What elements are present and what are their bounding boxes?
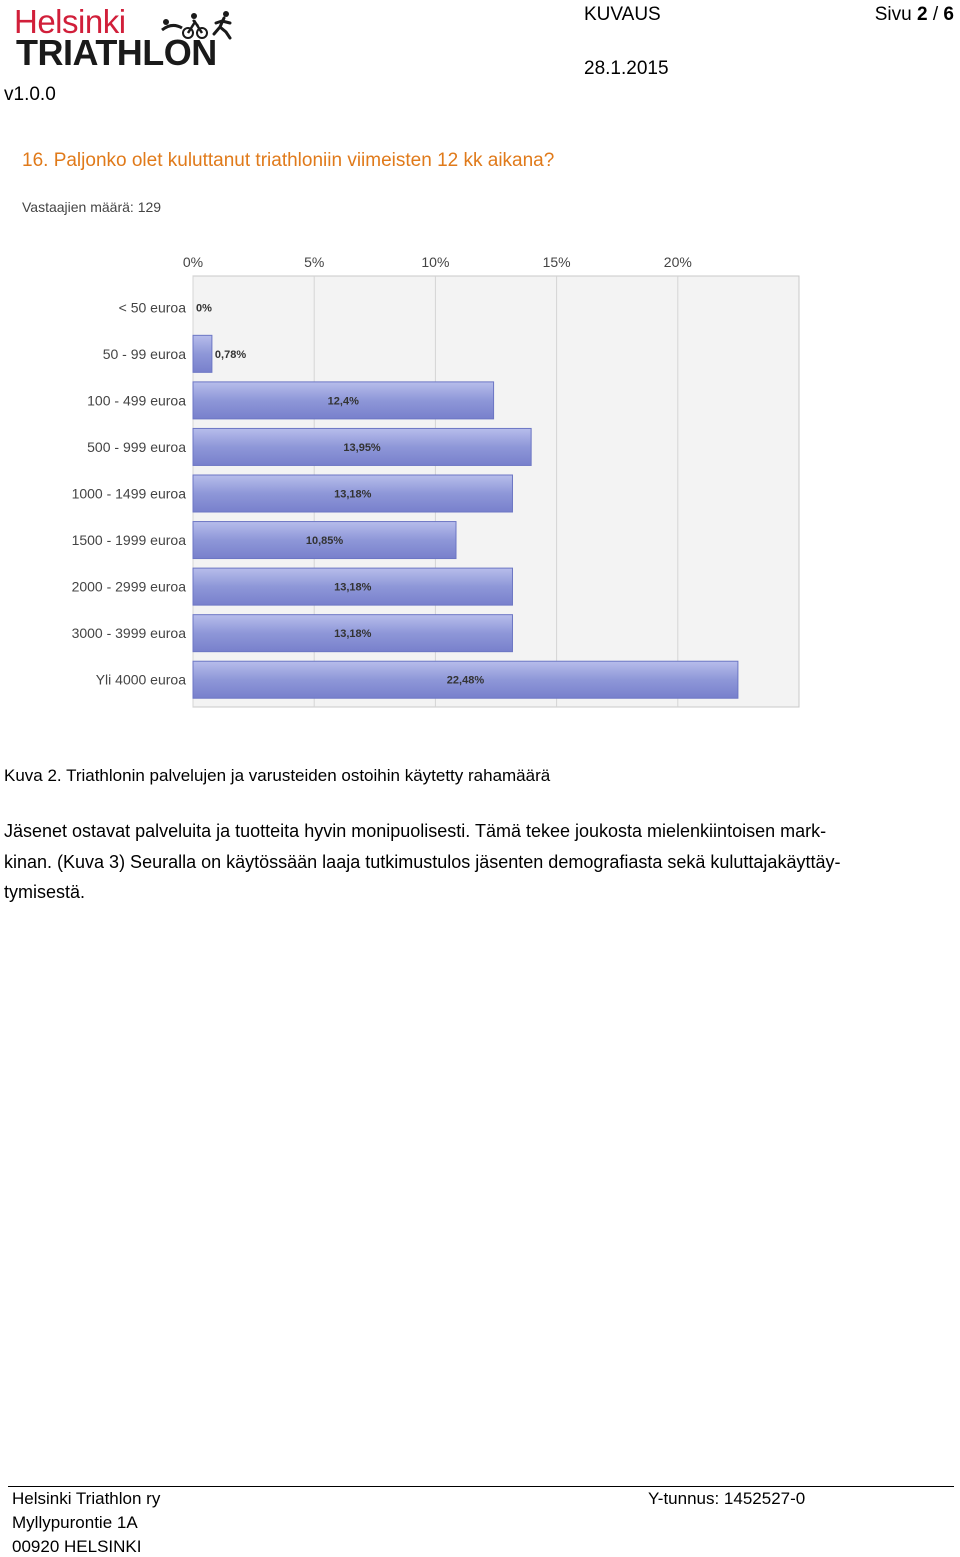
- category-label: 1000 - 1499 euroa: [71, 485, 186, 502]
- chart-plot: [14, 240, 814, 720]
- paragraph-line: tymisestä.: [4, 882, 86, 902]
- logo-text-triathlon: TRIATHLON: [16, 32, 217, 73]
- x-tick-label: 15%: [542, 254, 571, 270]
- footer-street-address: Myllypurontie 1A: [12, 1513, 138, 1532]
- value-label: 13,18%: [334, 581, 372, 594]
- paragraph-line: kinan. (Kuva 3) Seuralla on käytössään laaja tutkimustulos jäsenten demografiasta sekä kuluttajakäyttäy-: [4, 851, 841, 872]
- document-version: v1.0.0: [4, 84, 56, 105]
- category-label: 100 - 499 euroa: [87, 392, 186, 409]
- value-label: 10,85%: [305, 535, 344, 548]
- category-label: < 50 euroa: [118, 299, 186, 316]
- body-paragraph: [4, 816, 934, 908]
- bar: [193, 335, 212, 372]
- chart-subtitle: Vastaajien määrä: 129: [22, 199, 162, 215]
- value-label: 0%: [196, 302, 212, 315]
- footer-divider: [8, 1486, 954, 1487]
- x-tick-label: 0%: [182, 254, 204, 270]
- x-tick-label: 5%: [304, 254, 325, 270]
- category-label: Yli 4000 euroa: [95, 671, 186, 688]
- chart-title: 16. Paljonko olet kuluttanut triathloniin viimeisten 12 kk aikana?: [22, 150, 555, 171]
- category-label: 1500 - 1999 euroa: [71, 532, 186, 549]
- footer-city: 00920 HELSINKI: [12, 1537, 142, 1556]
- paragraph-line: Jäsenet ostavat palveluita ja tuotteita hyvin monipuolisesti. Tämä tekee joukosta mielenkiintoisen mark-: [4, 821, 827, 841]
- footer-organization: Helsinki Triathlon ry: [12, 1489, 161, 1508]
- page-total: 6: [943, 4, 954, 25]
- x-tick-label: 10%: [421, 254, 450, 270]
- page-current: 2: [917, 4, 928, 25]
- value-label: 13,18%: [334, 628, 372, 641]
- document-title: KUVAUS: [584, 4, 661, 25]
- x-tick-label: 20%: [663, 254, 692, 270]
- page-separator: /: [927, 4, 944, 25]
- category-label: 3000 - 3999 euroa: [71, 625, 186, 642]
- survey-bar-chart: [14, 140, 814, 736]
- value-label: 0,78%: [214, 348, 247, 361]
- figure-caption: Kuva 2. Triathlonin palvelujen ja varusteiden ostoihin käytetty rahamäärä: [4, 766, 551, 785]
- category-label: 50 - 99 euroa: [102, 345, 186, 362]
- page-prefix: Sivu: [874, 4, 917, 25]
- category-label: 500 - 999 euroa: [87, 438, 186, 455]
- value-label: 22,48%: [446, 674, 485, 687]
- helsinki-triathlon-logo: [14, 3, 236, 73]
- athlete-figures-icon: [160, 10, 236, 40]
- footer-business-id: Y-tunnus: 1452527-0: [648, 1489, 806, 1508]
- logo-text-helsinki: Helsinki: [14, 3, 126, 40]
- page-number: [875, 4, 954, 26]
- value-label: 13,95%: [343, 441, 381, 454]
- value-label: 12,4%: [327, 395, 359, 408]
- value-label: 13,18%: [334, 488, 372, 501]
- document-date: 28.1.2015: [584, 58, 669, 79]
- category-label: 2000 - 2999 euroa: [71, 578, 186, 595]
